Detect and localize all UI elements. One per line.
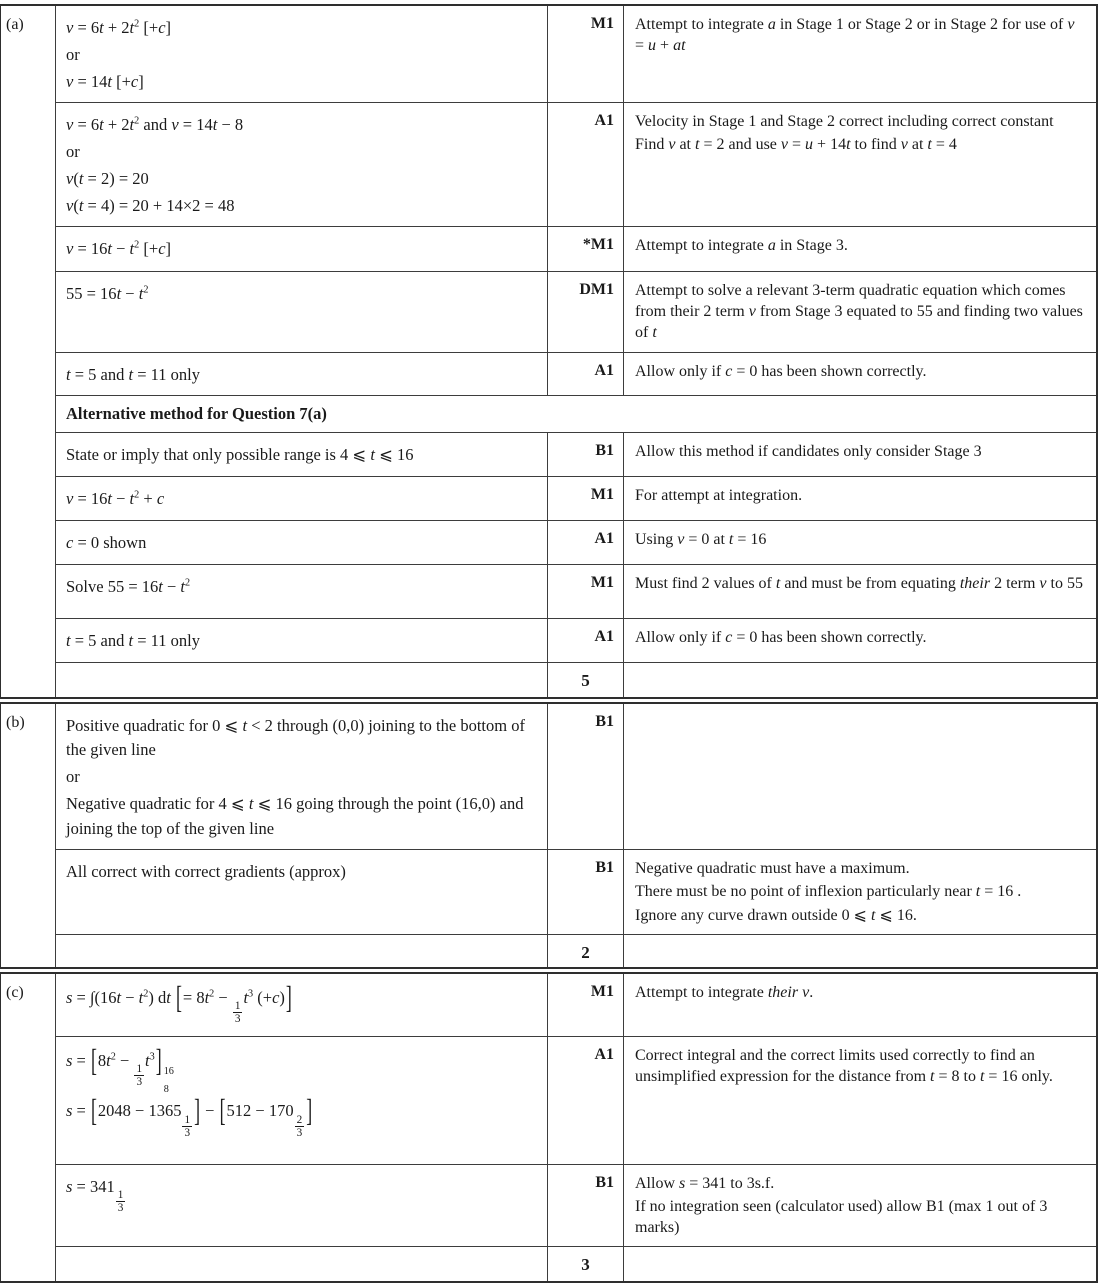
working-cell [56, 103, 548, 226]
guidance-cell [624, 1165, 1096, 1246]
working-line: s = [2048 − 1365 $\frac{1}{3}$ ] − [512 − 170 $\frac{2}{3}$ ] [66, 1092, 313, 1139]
mark-cell: DM1 [548, 272, 624, 351]
guidance-line: Find v at t = 2 and use v = u + 14t to find v at t = 4 [635, 136, 957, 154]
working-line: $v = 6t + 2t^2$ [+c] [66, 18, 172, 37]
mark-scheme-row [56, 934, 1096, 967]
mark-scheme-row [56, 395, 1096, 432]
working-cell [56, 663, 548, 697]
mark-scheme-row [56, 102, 1096, 226]
mark-cell: B1 [548, 1165, 624, 1246]
mark-cell: M1 [548, 565, 624, 618]
mark-cell: A1 [548, 521, 624, 564]
mark-scheme-row [56, 1036, 1096, 1164]
working-line: $s = [8t^2$ − $\frac{1}{3}$ $t^3$] 16 8 [66, 1041, 174, 1096]
working-line: Solve $55 = 16t - t^2$ [66, 576, 191, 596]
guidance-line: Negative quadratic must have a maximum. [635, 860, 910, 878]
mark-scheme-row [56, 432, 1096, 476]
working-line: s = 341 $\frac{1}{3}$ [66, 1176, 124, 1214]
working-line: v(t = 2) = 20 [66, 168, 149, 188]
guidance-cell [624, 103, 1096, 226]
guidance-line: Allow only if c = 0 has been shown correctly. [635, 628, 927, 646]
mark-scheme-row [56, 476, 1096, 520]
guidance-cell [624, 935, 1096, 967]
guidance-cell [624, 477, 1096, 520]
working-cell [56, 1165, 548, 1246]
guidance-cell [624, 1247, 1096, 1281]
working-line: $v = 16t - t^2$ [+c] [66, 239, 172, 259]
working-line: $s = \int(16t - t^2)$ dt [= $8t^2$ − $\frac{1}{3}$ $t^3$ (+c)] [66, 978, 292, 1025]
mark-cell: B1 [548, 850, 624, 933]
working-cell [56, 704, 548, 850]
guidance-line: For attempt at integration. [635, 487, 803, 505]
working-line: or [66, 44, 80, 64]
section-a [0, 4, 1098, 699]
guidance-cell [624, 1037, 1096, 1164]
total-marks: 3 [548, 1247, 624, 1281]
mark-cell: A1 [548, 619, 624, 662]
alternative-method-header: Alternative method for Question 7(a) [66, 404, 327, 424]
mark-scheme-row [56, 226, 1096, 271]
working-line: c = 0 shown [66, 533, 147, 553]
working-line: v(t = 4) = 20 + 14×2 = 48 [66, 195, 235, 215]
working-cell [56, 850, 548, 933]
part-label: (a) [1, 6, 56, 697]
mark-scheme-row [56, 974, 1096, 1036]
guidance-cell [624, 433, 1096, 476]
mark-scheme-row [56, 618, 1096, 662]
working-cell [56, 1247, 548, 1281]
mark-cell: *M1 [548, 227, 624, 271]
mark-cell: B1 [548, 433, 624, 476]
guidance-cell [624, 6, 1096, 102]
mark-scheme-row [56, 271, 1096, 351]
working-line: or [66, 142, 80, 161]
section-b [0, 702, 1098, 969]
mark-scheme-row [56, 1164, 1096, 1246]
part-label: (c) [1, 974, 56, 1281]
working-cell [56, 477, 548, 520]
mark-cell: A1 [548, 103, 624, 226]
working-line: $55 = 16t - t^2$ [66, 284, 149, 304]
guidance-line: There must be no point of inflexion particularly near t = 16 . [635, 883, 1022, 901]
working-cell [56, 935, 548, 967]
guidance-line: Allow s = 341 to 3s.f. [635, 1174, 775, 1192]
guidance-line: Allow only if c = 0 has been shown correctly. [635, 362, 927, 380]
working-cell [56, 353, 548, 396]
working-cell [56, 227, 548, 271]
working-line: Negative quadratic for 4 ⩽ t ⩽ 16 going through the point (16,0) and joining the top of the given line [66, 793, 524, 838]
working-line: $v = 6t + 2t^2$ and v = 14t − 8 [66, 115, 244, 135]
working-line: Positive quadratic for 0 ⩽ t < 2 through (0,0) joining to the bottom of the given line [66, 715, 525, 760]
mark-scheme-row [56, 564, 1096, 618]
guidance-line: Must find 2 values of t and must be from equating their 2 term v to 55 [635, 574, 1083, 592]
guidance-line: Attempt to integrate their v. [635, 983, 814, 1001]
working-cell [56, 1037, 548, 1164]
working-line: State or imply that only possible range is 4 ⩽ t ⩽ 16 [66, 445, 414, 465]
guidance-cell [624, 850, 1096, 933]
guidance-line: Allow this method if candidates only consider Stage 3 [635, 443, 982, 461]
guidance-line: Using v = 0 at t = 16 [635, 531, 767, 549]
guidance-line: Correct integral and the correct limits used correctly to find an unsimplified expression for the distance from t = 8 to t = 16 only. [635, 1046, 1053, 1085]
working-line: v = 14t [+c] [66, 71, 144, 91]
mark-scheme-row [56, 1246, 1096, 1281]
section-c [0, 972, 1098, 1283]
guidance-line: Ignore any curve drawn outside 0 ⩽ t ⩽ 16. [635, 906, 917, 924]
section-rows [56, 6, 1096, 697]
working-cell [56, 433, 548, 476]
working-cell [56, 272, 548, 351]
guidance-line: Attempt to integrate a in Stage 3. [635, 237, 848, 255]
mark-scheme-row [56, 662, 1096, 697]
part-label: (b) [1, 704, 56, 967]
guidance-cell [624, 227, 1096, 271]
working-line: t = 5 and t = 11 only [66, 630, 200, 650]
guidance-line: Attempt to integrate a in Stage 1 or Stage 2 or in Stage 2 for use of v = u + at [635, 16, 1075, 55]
mark-scheme-row [56, 520, 1096, 564]
guidance-line: If no integration seen (calculator used) allow B1 (max 1 out of 3 marks) [635, 1197, 1048, 1236]
mark-scheme-row [56, 352, 1096, 396]
section-rows [56, 704, 1096, 967]
working-cell [56, 565, 548, 618]
mark-cell: B1 [548, 704, 624, 850]
working-cell [56, 619, 548, 662]
mark-scheme-row [56, 6, 1096, 102]
working-cell [56, 6, 548, 102]
working-line: $v = 16t - t^2 + c$ [66, 489, 165, 509]
mark-cell: M1 [548, 974, 624, 1036]
working-line: or [66, 767, 80, 787]
mark-cell: A1 [548, 1037, 624, 1164]
total-marks: 2 [548, 935, 624, 967]
section-rows [56, 974, 1096, 1281]
guidance-cell [624, 663, 1096, 697]
working-line: All correct with correct gradients (approx) [66, 862, 346, 882]
guidance-cell [624, 704, 1096, 850]
guidance-line: Velocity in Stage 1 and Stage 2 correct including correct constant [635, 113, 1054, 131]
mark-cell: M1 [548, 6, 624, 102]
mark-scheme-row [56, 849, 1096, 933]
guidance-cell [624, 353, 1096, 396]
working-cell [56, 521, 548, 564]
guidance-line: Attempt to solve a relevant 3-term quadratic equation which comes from their 2 term v from Stage 3 equated to 55 and finding two values of t [635, 282, 1083, 342]
guidance-cell [624, 521, 1096, 564]
mark-cell: A1 [548, 353, 624, 396]
guidance-cell [624, 272, 1096, 351]
working-cell [56, 974, 548, 1036]
guidance-cell [624, 619, 1096, 662]
working-line: t = 5 and t = 11 only [66, 364, 200, 384]
mark-cell: M1 [548, 477, 624, 520]
total-marks: 5 [548, 663, 624, 697]
mark-scheme-row [56, 704, 1096, 850]
guidance-cell [624, 974, 1096, 1036]
guidance-cell [624, 565, 1096, 618]
